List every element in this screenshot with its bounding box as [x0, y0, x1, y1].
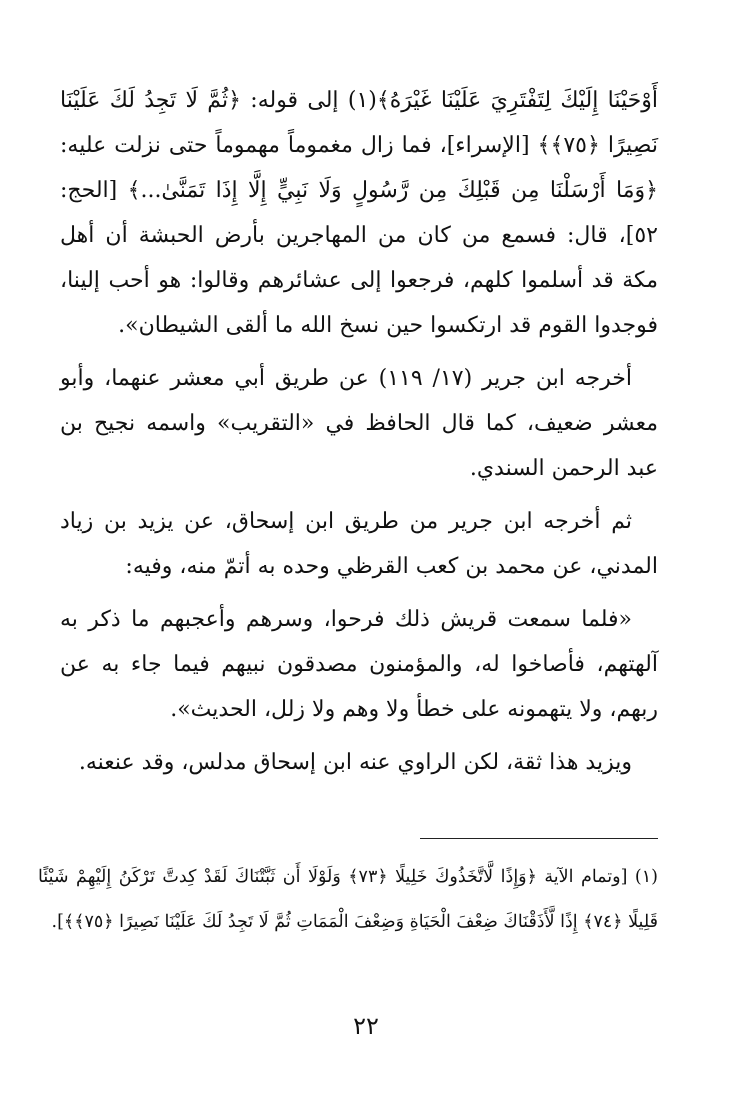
- paragraph-quraysh-quote: «فلما سمعت قريش ذلك فرحوا، وسرهم وأعجبهم ما ذكر به آلهتهم، فأصاخوا له، والمؤمنون مصدقون نبيهم فيما جاء به عن ربهم، ولا يتهمونه على خطأ ولا وهم ولا زلل، الحديث».: [60, 607, 658, 722]
- footnote-text: (١) [وتمام الآية ﴿وَإِذًا لَّاتَّخَذُوكَ خَلِيلًا ﴿٧٣﴾ وَلَوْلَا أَن ثَبَّتْنَاكَ لَقَدْ كِدتَّ تَرْكَنُ إِلَيْهِمْ شَيْئًا قَلِيلًا ﴿٧٤﴾ إِذًا لَّأَذَقْنَاكَ ضِعْفَ الْحَيَاةِ وَضِعْفَ الْمَمَاتِ ثُمَّ لَا تَجِدُ لَكَ عَلَيْنَا نَصِيرًا ﴿٧٥﴾﴾].: [38, 867, 658, 932]
- paragraph-ibn-jarir-abu-mashar: أخرجه ابن جرير (١٧/ ١١٩) عن طريق أبي معشر عنهما، وأبو معشر ضعيف، كما قال الحافظ في «التقريب» واسمه نجيح بن عبد الرحمن السندي.: [60, 366, 658, 481]
- page-number: ٢٢: [353, 1012, 379, 1040]
- paragraph-ibn-ishaq-chain: ثم أخرجه ابن جرير من طريق ابن إسحاق، عن يزيد بن زياد المدني، عن محمد بن كعب القرظي وحده به أتمّ منه، وفيه:: [60, 509, 658, 579]
- footnote-separator: [420, 838, 658, 839]
- paragraph-quote-continuation: أَوْحَيْنَا إِلَيْكَ لِتَفْتَرِيَ عَلَيْنَا غَيْرَهُ﴾(١) إلى قوله: ﴿ثُمَّ لَا تَجِدُ لَكَ عَلَيْنَا نَصِيرًا ﴿٧٥﴾﴾ [الإسراء]، فما زال مغموماً مهموماً حتى نزلت عليه: ﴿وَمَا أَرْسَلْنَا مِن قَبْلِكَ مِن رَّسُولٍ وَلَا نَبِيٍّ إِلَّا إِذَا تَمَنَّىٰ...﴾ [الحج: ٥٢]، قال: فسمع من كان من المهاجرين بأرض الحبشة أن أهل مكة قد أسلموا كلهم، فرجعوا إلى عشائرهم وقالوا: هو أحب إلينا، فوجدوا القوم قد ارتكسوا حين نسخ الله ما ألقى الشيطان».: [60, 88, 658, 338]
- footnote: [38, 855, 658, 945]
- paragraph-yazid-grading: ويزيد هذا ثقة، لكن الراوي عنه ابن إسحاق مدلس، وقد عنعنه.: [78, 750, 632, 775]
- main-text: [60, 78, 658, 793]
